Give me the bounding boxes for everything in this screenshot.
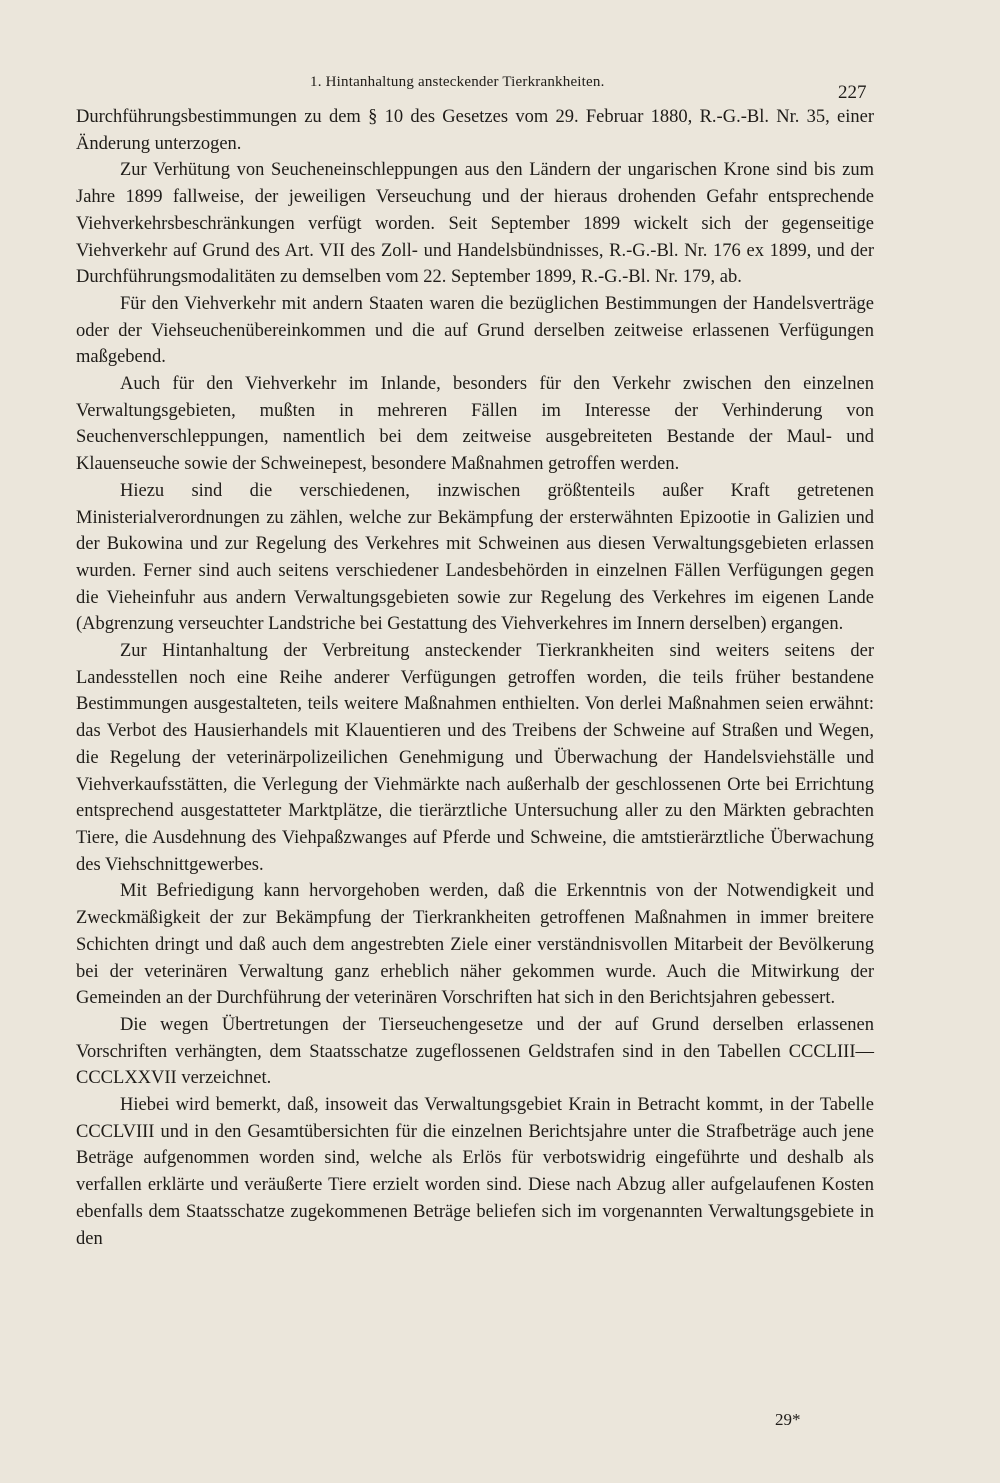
running-head: 1. Hintanhaltung ansteckender Tierkrankheiten. (310, 74, 605, 90)
signature-mark: 29* (775, 1410, 801, 1429)
paragraph-5: Hiezu sind die verschiedenen, inzwischen größtenteils außer Kraft getretenen Ministerialverordnungen zu zählen, welche zur Bekämpfung der ersterwähnten Epizootie in Galizien und der Bukowina und zur Regelung des Verkehres mit Schweinen aus diesen Verwaltungsgebieten erlassen wurden. Ferner sind auch seitens verschiedener Landesbehörden in einzelnen Fällen Verfügungen gegen die Vieheinfuhr aus andern Verwaltungsgebieten sowie zur Regelung des Verkehres im eigenen Lande (Abgrenzung verseuchter Landstriche bei Gestattung des Viehverkehres im Innern derselben) ergangen. (76, 480, 874, 635)
page-number: 227 (838, 82, 867, 103)
paragraph-2: Zur Verhütung von Seucheneinschleppungen aus den Ländern der ungarischen Krone sind bis zum Jahre 1899 fallweise, der jeweiligen Verseuchung und der hieraus drohenden Gefahr entsprechende Viehverkehrsbeschränkungen verfügt worden. Seit September 1899 wickelt sich der gegenseitige Viehverkehr auf Grund des Art. VII des Zoll- und Handelsbündnisses, R.-G.-Bl. Nr. 176 ex 1899, und der Durchführungsmodalitäten zu demselben vom 22. September 1899, R.-G.-Bl. Nr. 179, ab. (76, 160, 874, 288)
paragraph-1: Durchführungsbestimmungen zu dem § 10 des Gesetzes vom 29. Februar 1880, R.-G.-Bl. Nr. 35, einer Änderung unterzogen. (76, 107, 874, 154)
paragraph-4: Auch für den Viehverkehr im Inlande, besonders für den Verkehr zwischen den einzelnen Verwaltungsgebieten, mußten in mehreren Fällen im Interesse der Verhinderung von Seuchenverschleppungen, namentlich bei dem zeitweise ausgebreiteten Bestande der Maul- und Klauenseuche sowie der Schweinepest, besondere Maßnahmen getroffen werden. (76, 374, 874, 475)
paragraph-9: Hiebei wird bemerkt, daß, insoweit das Verwaltungsgebiet Krain in Betracht kommt, in der Tabelle CCCLVIII und in den Gesamtübersichten für die einzelnen Berichtsjahre unter die Strafbeträge auch jene Beträge aufgenommen worden sind, welche als Erlös für verbotswidrig eingeführte und deshalb als verfallen erklärte und veräußerte Tiere erzielt worden sind. Diese nach Abzug aller aufgelaufenen Kosten ebenfalls dem Staatsschatze zugekommenen Beträge beliefen sich im vorgenannten Verwaltungsgebiete in den (76, 1095, 874, 1249)
paragraph-7: Mit Befriedigung kann hervorgehoben werden, daß die Erkenntnis von der Notwendigkeit und Zweckmäßigkeit der zur Bekämpfung der Tierkrankheiten getroffenen Maßnahmen in immer breitere Schichten dringt und daß auch dem angestrebten Ziele einer verständnisvollen Mitarbeit der Bevölkerung bei der veterinären Verwaltung ganz erheblich näher gekommen wurde. Auch die Mitwirkung der Gemeinden an der Durchführung der veterinären Vorschriften hat sich in den Berichtsjahren gebessert. (76, 881, 874, 1009)
paragraph-8: Die wegen Übertretungen der Tierseuchengesetze und der auf Grund derselben erlassenen Vorschriften verhängten, dem Staatsschatze zugeflossenen Geldstrafen sind in den Tabellen CCCLIII—CCCLXXVII verzeichnet. (76, 1014, 874, 1089)
paragraph-3: Für den Viehverkehr mit andern Staaten waren die bezüglichen Bestimmungen der Handelsverträge oder der Viehseuchenübereinkommen und die auf Grund derselben zeitweise erlassenen Verfügungen maßgebend. (76, 293, 874, 368)
body-text (76, 104, 874, 1252)
paragraph-6: Zur Hintanhaltung der Verbreitung ansteckender Tierkrankheiten sind weiters seitens der Landesstellen noch eine Reihe anderer Verfügungen getroffen worden, die teils früher bestandene Bestimmungen ausgestalteten, teils weitere Maßnahmen enthielten. Von derlei Maßnahmen seien erwähnt: das Verbot des Hausierhandels mit Klauentieren und des Treibens der Schweine auf Straßen und Wegen, die Regelung der veterinärpolizeilichen Genehmigung und Überwachung der Handelsviehställe und Viehverkaufsstätten, die Verlegung der Viehmärkte nach außerhalb der geschlossenen Orte bei Errichtung entsprechend ausgestatteter Marktplätze, die tierärztliche Untersuchung aller zu den Märkten gebrachten Tiere, die Ausdehnung des Viehpaßzwanges auf Pferde und Schweine, die amtstierärztliche Überwachung des Viehschnittgewerbes. (76, 641, 874, 875)
